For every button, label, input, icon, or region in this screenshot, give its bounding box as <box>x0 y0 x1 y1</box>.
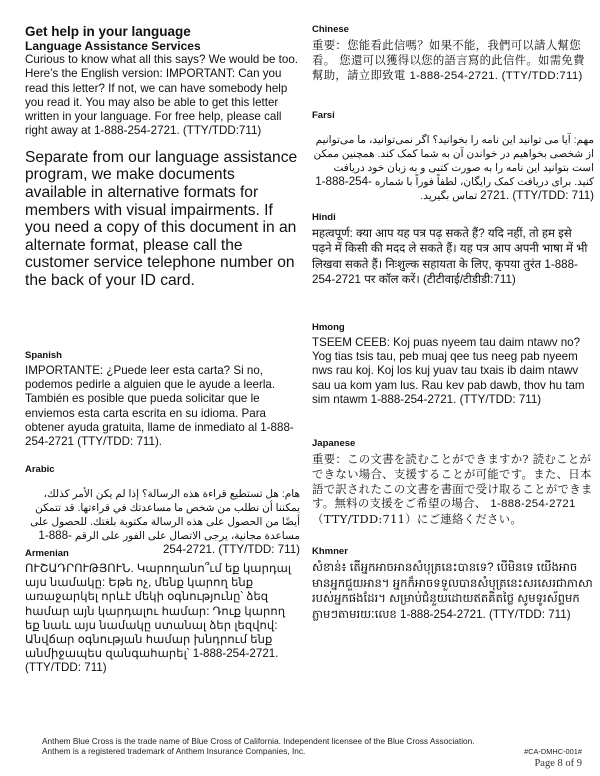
language-label-farsi: Farsi <box>312 110 335 121</box>
footer <box>42 736 582 756</box>
khmer-block <box>312 546 594 622</box>
language-text-japanese <box>312 452 594 527</box>
page-number: Page 8 of 9 <box>534 758 582 769</box>
hmong-block <box>312 322 594 407</box>
farsi-text-end: تماس بگیرید. <box>420 190 478 203</box>
hindi-block <box>312 212 594 288</box>
chinese-text: 重要：您能看此信嗎？如果不能，我們可以請人幫您看。 您還可以獲得以您的語言寫的此信件。如需免費幫助，請立即致電 <box>312 38 585 82</box>
section-subtitle: Language Assistance Services <box>25 39 201 53</box>
page-title: Get help in your language <box>25 24 191 39</box>
japanese-text-end: （TTY/TDD:711）にご連絡ください。 <box>312 512 523 527</box>
farsi-block <box>312 110 594 214</box>
language-label-spanish: Spanish <box>25 350 62 361</box>
language-label-hmong: Hmong <box>312 322 345 333</box>
language-label-japanese: Japanese <box>312 438 356 449</box>
language-label-armenian: Armenian <box>25 548 69 559</box>
footer-trade-name: Anthem Blue Cross is the trade name of Blue Cross of California. Independent licensee of the Blue Cross Association. <box>42 736 475 746</box>
alt-format-paragraph: Separate from our language assistance program, we make documents available in alternative formats for members with visual impairments. If you need a copy of this document in an alternate format, please call the customer service telephone number on the back of your ID card. <box>25 148 298 289</box>
intro-paragraph: Curious to know what all this says? We would be too. Here’s the English version: IMPORTANT: Can you read this letter? If not, we can have somebody help you read it. You may also be able to get this letter written in your language. For free help, please call right away at 1-888-254-2721. (TTY/TDD:711) <box>25 53 299 138</box>
farsi-text: مهم: آیا می توانید این نامه را بخوانید؟ اگر نمی‌توانید، ما می‌توانیم از شخصی بخواهیم در خواندن آن به شما کمک کند. همچنین ممکن است بتوانید این نامه را به صورت کتبی و به زبان خود دریافت کنید. برای دریافت کمک رایگان، لطفاً فوراً با شماره <box>313 133 594 189</box>
language-text-hindi: महत्वपूर्ण: क्या आप यह पत्र पढ़ सकते हैं? यदि नहीं, तो हम इसे पढ़ने में किसी की मदद ले सकते हैं। यह पत्र आप अपनी भाषा में भी लिखवा सकते हैं। निःशुल्क सहायता के लिए, कृपया तुरंत 1-888-254-2721 पर कॉल करें। (टीटीवाई/टीडीडी:711) <box>312 227 588 287</box>
armenian-block <box>25 548 300 676</box>
japanese-text: 重要：この文書を読むことができますか? 読むことができない場合、支援することが可能です。また、日本語で訳されたこの文書を書面で受け取ることができます。無料の支援をご希望の場合、 <box>312 452 593 511</box>
japanese-phone: 1-888-254-2721 <box>490 498 576 511</box>
language-text-chinese <box>312 38 594 83</box>
khmer-text: សំខាន់៖ តើអ្នកអាចអានសំបុត្រនេះបានទេ? បើមិនទេ យើងអាចមានអ្នកជួយអាន។ អ្នកក៏អាចទទួលបានសំបុត្រនេះសរសេរជាភាសារបស់អ្នកផងដែរ។ សម្រាប់ជំនួយដោយឥតគិតថ្លៃ សូមទូរស័ព្ទមកភ្លាមៗតាមរយៈលេខ <box>312 561 593 621</box>
language-text-spanish: IMPORTANTE: ¿Puede leer esta carta? Si no, podemos pedirle a alguien que le ayude a leerla. También es posible que pueda solicitar que le enviemos esta carta escrita en su idioma. Para obtener ayuda gratuita, llame de inmediato al 1-888-254-2721 (TTY/TDD: 711). <box>25 364 294 449</box>
chinese-block <box>312 24 594 83</box>
spanish-block <box>25 350 300 449</box>
chinese-phone: 1-888-254-2721. (TTY/TDD:711) <box>409 69 583 82</box>
arabic-phone: 1-888-254-2721. (TTY/TDD: 711) <box>38 529 300 557</box>
language-label-hindi: Hindi <box>312 212 336 223</box>
japanese-block <box>312 438 594 527</box>
footer-trademark: Anthem is a registered trademark of Anthem Insurance Companies, Inc. <box>42 746 306 756</box>
language-text-armenian: ՈՒՇԱԴՐՈՒԹՅՈՒՆ. Կարողանո՞ւմ եք կարդալ այս նամակը: Եթե ոչ, մենք կարող ենք առաջարկել որևէ մեկի օգնությունը՝ ձեզ համար այն կարդալու համար: Դուք կարող եք նաև այս նամակը ստանալ ձեր լեզվով: Անվճար օգնության համար խնդրում ենք անմիջապես զանգահարել՝ 1-888-254-2721. (TTY/TDD: 711) <box>25 562 292 675</box>
language-text-hmong: TSEEM CEEB: Koj puas nyeem tau daim ntawv no? Yog tias tsis tau, peb muaj qee tus neeg pab nyeem nws rau koj. Koj los kuj yuav tau txais ib daim ntawv sau ua kom yam lus. Rau kev pab dawb, thov hu tam sim ntawm 1-888-254-2721. (TTY/TDD: 711) <box>312 336 585 406</box>
language-text-farsi <box>312 133 594 204</box>
language-label-arabic: Arabic <box>25 464 55 475</box>
language-text-khmer <box>312 560 594 622</box>
farsi-phone: 1-888-254-2721. (TTY/TDD: 711) <box>315 175 594 203</box>
language-text-arabic <box>25 487 300 558</box>
language-label-khmer: Khmner <box>312 546 348 557</box>
document-code: #CA-DMHC-001# <box>524 747 582 756</box>
arabic-text: هام: هل تستطيع قراءة هذه الرسالة؟ إذا لم يكن الأمر كذلك، يمكننا أن نطلب من شخص ما مساعدتك في قراءتها. قد تتمكن أيضًا من الحصول على هذه الرسالة مكتوبة بلغتك. للحصول على مساعدة مجانية، يرجى الاتصال على الفور على الرقم <box>30 487 300 543</box>
language-label-chinese: Chinese <box>312 24 349 35</box>
khmer-phone: 1-888-254-2721. (TTY/TDD: 711) <box>400 607 571 621</box>
left-column <box>25 24 300 675</box>
